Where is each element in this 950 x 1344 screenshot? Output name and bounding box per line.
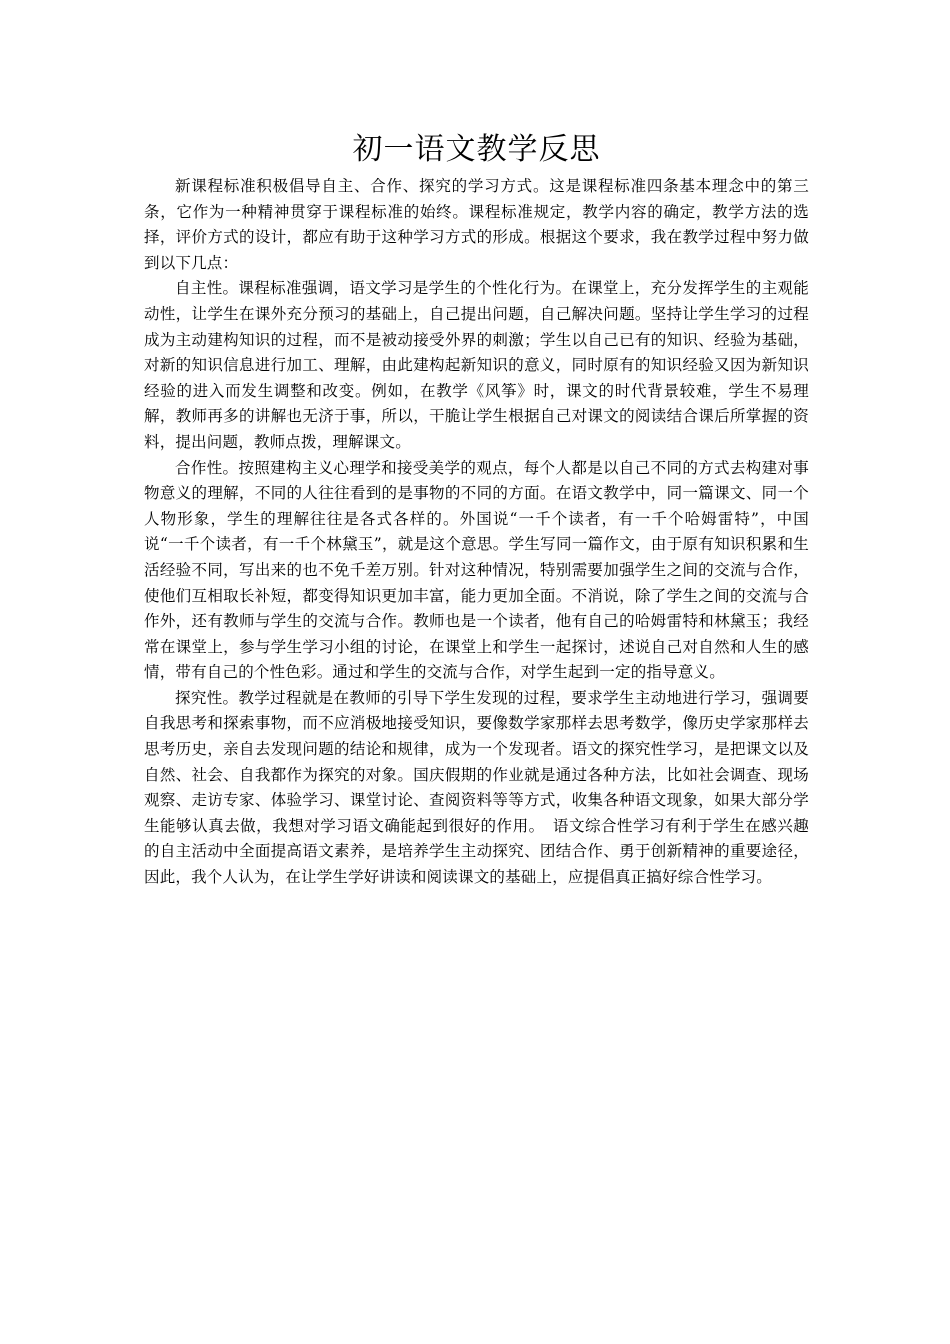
paragraph-inquiry: 探究性。教学过程就是在教师的引导下学生发现的过程，要求学生主动地进行学习，强调要自我思考和探索事物，而不应消极地接受知识，要像数学家那样去思考数学，像历史学家那样去思考历史，亲自去发现问题的结论和规律，成为一个发现者。语文的探究性学习，是把课文以及自然、社会、自我都作为探究的对象。国庆假期的作业就是通过各种方法，比如社会调查、现场观察、走访专家、体验学习、课堂讨论、查阅资料等等方式，收集各种语文现象，如果大部分学生能够认真去做，我想对学习语文确能起到很好的作用。 语文综合性学习有利于学生在感兴趣的自主活动中全面提高语文素养，是培养学生主动探究、团结合作、勇于创新精神的重要途径，因此，我个人认为，在让学生学好讲读和阅读课文的基础上，应提倡真正搞好综合性学习。 bbox=[144, 688, 809, 887]
document-body bbox=[144, 128, 809, 891]
paragraph-cooperation: 合作性。按照建构主义心理学和接受美学的观点，每个人都是以自己不同的方式去构建对事物意义的理解，不同的人往往看到的是事物的不同的方面。在语文教学中，同一篇课文、同一个人物形象，学生的理解往往是各式各样的。外国说“一千个读者，有一千个哈姆雷特”，中国说“一千个读者，有一千个林黛玉”，就是这个意思。学生写同一篇作文，由于原有知识积累和生活经验不同，写出来的也不免千差万别。针对这种情况，特别需要加强学生之间的交流与合作，使他们互相取长补短，都变得知识更加丰富，能力更加全面。不消说，除了学生之间的交流与合作外，还有教师与学生的交流与合作。教师也是一个读者，他有自己的哈姆雷特和林黛玉；我经常在课堂上，参与学生学习小组的讨论，在课堂上和学生一起探讨，述说自己对自然和人生的感情，带有自己的个性色彩。通过和学生的交流与合作，对学生起到一定的指导意义。 bbox=[144, 458, 809, 682]
paragraph-intro: 新课程标准积极倡导自主、合作、探究的学习方式。这是课程标准四条基本理念中的第三条，它作为一种精神贯穿于课程标准的始终。课程标准规定，教学内容的确定，教学方法的选择，评价方式的设计，都应有助于这种学习方式的形成。根据这个要求，我在教学过程中努力做到以下几点： bbox=[144, 177, 809, 272]
paragraph-autonomy: 自主性。课程标准强调，语文学习是学生的个性化行为。在课堂上，充分发挥学生的主观能动性，让学生在课外充分预习的基础上，自己提出问题，自己解决问题。坚持让学生学习的过程成为主动建构知识的过程，而不是被动接受外界的刺激；学生以自己已有的知识、经验为基础，对新的知识信息进行加工、理解，由此建构起新知识的意义，同时原有的知识经验又因为新知识经验的进入而发生调整和改变。例如，在教学《风筝》时，课文的时代背景较难，学生不易理解，教师再多的讲解也无济于事，所以，干脆让学生根据自己对课文的阅读结合课后所掌握的资料，提出问题，教师点拨，理解课文。 bbox=[144, 279, 809, 451]
document-title: 初一语文教学反思 bbox=[352, 132, 601, 167]
